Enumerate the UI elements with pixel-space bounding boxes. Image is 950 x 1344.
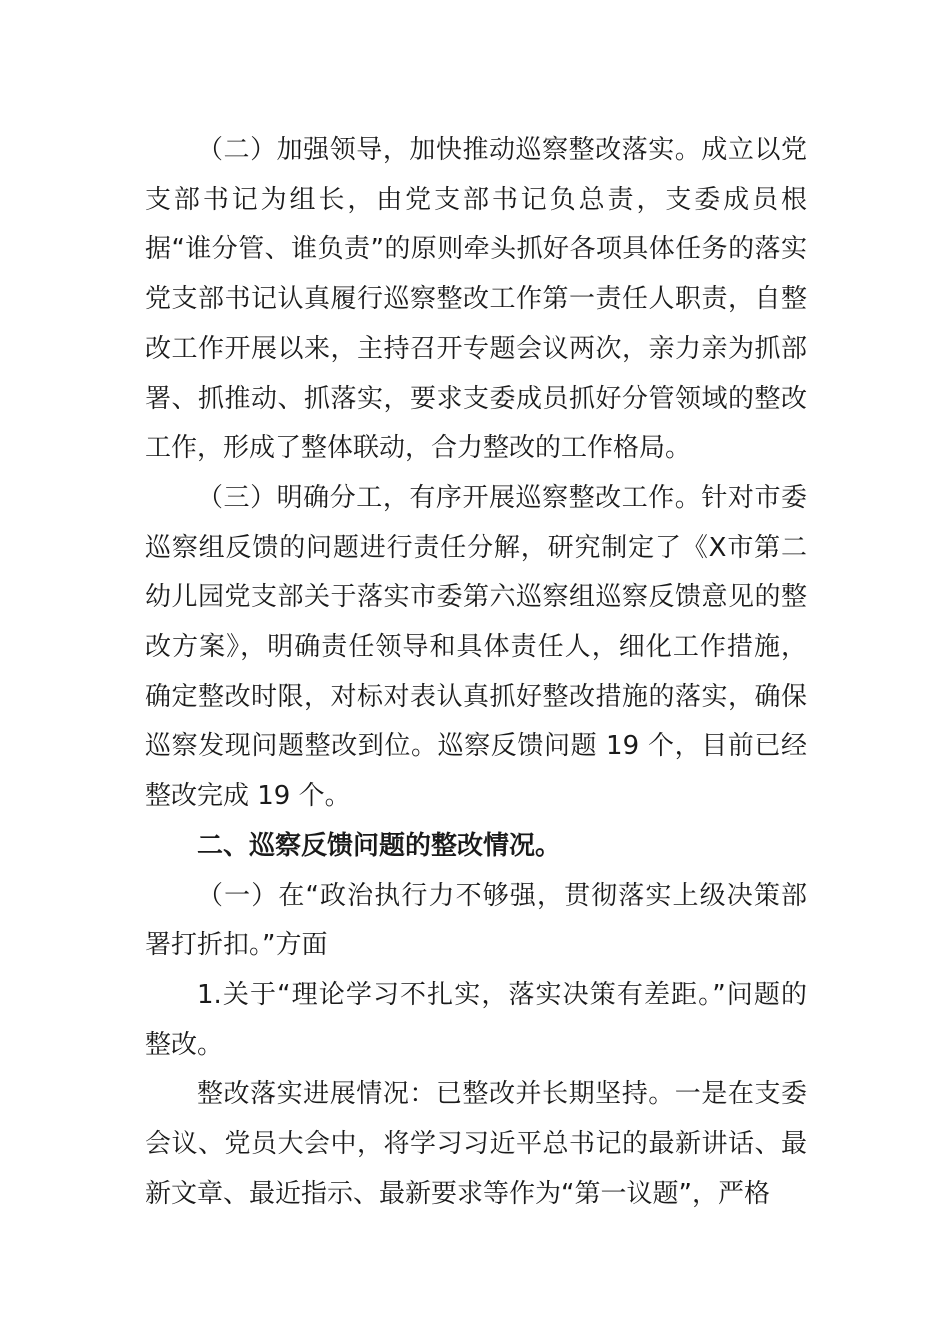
paragraph-strengthen-leadership: （二）加强领导，加快推动巡察整改落实。成立以党支部书记为组长，由党支部书记负总责，支委成员根据“谁分管、谁负责”的原则牵头抓好各项具体任务的落实党支部书记认真履行巡察整改工作第一责任人职责，自整改工作开展以来，主持召开专题会议两次，亲力亲为抓部署、抓推动、抓落实，要求支委成员抓好分管领域的整改工作，形成了整体联动，合力整改的工作格局。	[145, 135, 807, 464]
paragraph-political-execution: （一）在“政治执行力不够强，贯彻落实上级决策部署打折扣。”方面	[145, 880, 807, 961]
paragraph-theory-study: 1.关于“理论学习不扎实，落实决策有差距。”问题的整改。	[145, 979, 807, 1060]
paragraph-clear-division: （三）明确分工，有序开展巡察整改工作。针对市委巡察组反馈的问题进行责任分解，研究制定了《X市第二幼儿园党支部关于落实市委第六巡察组巡察反馈意见的整改方案》，明确责任领导和具体责任人，细化工作措施，确定整改时限，对标对表认真抓好整改措施的落实，确保巡察发现问题整改到位。巡察反馈问题 19 个，目前已经整改完成 19 个。	[145, 482, 807, 812]
document-body	[145, 126, 807, 1219]
paragraph-progress: 整改落实进展情况：已整改并长期坚持。一是在支委会议、党员大会中，将学习习近平总书记的最新讲话、最新文章、最近指示、最新要求等作为“第一议题”，严格	[145, 1079, 807, 1209]
section-heading-rectification: 二、巡察反馈问题的整改情况。	[197, 830, 562, 861]
